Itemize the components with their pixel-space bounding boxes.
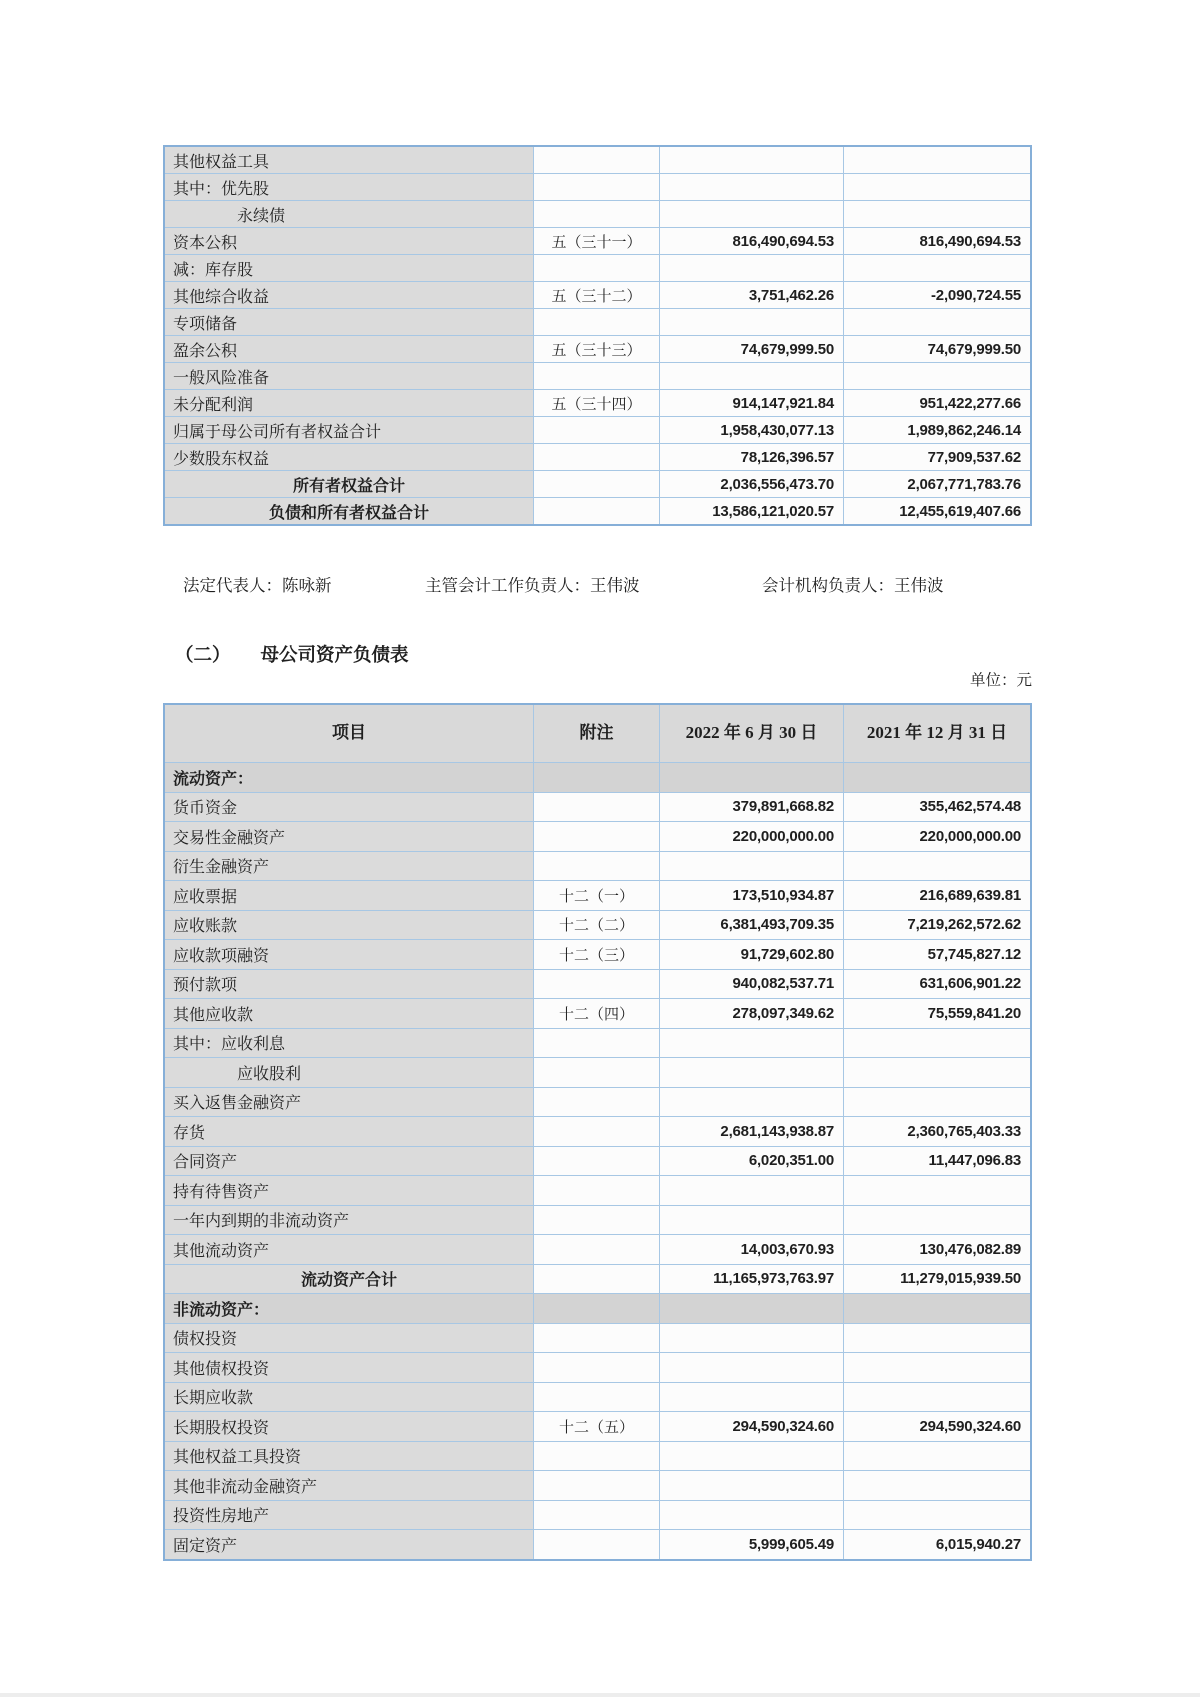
item-label-cell: 其他权益工具 bbox=[165, 147, 534, 173]
header-prior-period-column: 2021 年 12 月 31 日 bbox=[844, 705, 1030, 762]
note-cell bbox=[534, 498, 660, 524]
parent-balance-sheet-table bbox=[163, 703, 1032, 1561]
value-cell-current: 78,126,396.57 bbox=[660, 444, 844, 470]
value-cell-current: 294,590,324.60 bbox=[660, 1412, 844, 1441]
note-cell bbox=[534, 255, 660, 281]
table-row bbox=[165, 1442, 1030, 1472]
table-row bbox=[165, 1383, 1030, 1413]
value-cell-prior bbox=[844, 1383, 1030, 1412]
value-cell-prior bbox=[844, 255, 1030, 281]
value-cell-prior bbox=[844, 1029, 1030, 1058]
section-heading bbox=[175, 641, 409, 667]
note-cell bbox=[534, 970, 660, 999]
item-label-cell: 固定资产 bbox=[165, 1530, 534, 1559]
value-cell-current bbox=[660, 309, 844, 335]
value-cell-prior: 2,360,765,403.33 bbox=[844, 1117, 1030, 1146]
value-cell-prior: 216,689,639.81 bbox=[844, 881, 1030, 910]
value-cell-current bbox=[660, 174, 844, 200]
section-heading-index: （二） bbox=[175, 646, 231, 666]
item-label-cell: 资本公积 bbox=[165, 228, 534, 254]
header-current-period-column: 2022 年 6 月 30 日 bbox=[660, 705, 844, 762]
value-cell-current: 379,891,668.82 bbox=[660, 793, 844, 822]
item-label-cell: 其他权益工具投资 bbox=[165, 1442, 534, 1471]
table-row bbox=[165, 970, 1030, 1000]
value-cell-current bbox=[660, 852, 844, 881]
note-cell: 十二（四） bbox=[534, 999, 660, 1028]
note-cell bbox=[534, 1383, 660, 1412]
table-row bbox=[165, 822, 1030, 852]
item-label-cell: 预付款项 bbox=[165, 970, 534, 999]
value-cell-prior: 130,476,082.89 bbox=[844, 1235, 1030, 1264]
item-label-cell: 所有者权益合计 bbox=[165, 471, 534, 497]
table-row bbox=[165, 363, 1030, 390]
table-row bbox=[165, 1471, 1030, 1501]
item-label-cell: 少数股东权益 bbox=[165, 444, 534, 470]
value-cell-prior bbox=[844, 174, 1030, 200]
table-body bbox=[165, 763, 1030, 1559]
table-row bbox=[165, 1058, 1030, 1088]
signature-line bbox=[183, 572, 1043, 596]
note-cell bbox=[534, 1265, 660, 1294]
value-cell-current bbox=[660, 1501, 844, 1530]
item-label-cell: 存货 bbox=[165, 1117, 534, 1146]
value-cell-current bbox=[660, 1029, 844, 1058]
note-cell bbox=[534, 1294, 660, 1323]
value-cell-prior: 294,590,324.60 bbox=[844, 1412, 1030, 1441]
value-cell-prior: 6,015,940.27 bbox=[844, 1530, 1030, 1559]
value-cell-current: 914,147,921.84 bbox=[660, 390, 844, 416]
value-cell-current: 6,381,493,709.35 bbox=[660, 911, 844, 940]
note-cell bbox=[534, 444, 660, 470]
value-cell-current bbox=[660, 1442, 844, 1471]
equity-table bbox=[163, 145, 1032, 526]
table-row bbox=[165, 793, 1030, 823]
value-cell-current: 13,586,121,020.57 bbox=[660, 498, 844, 524]
item-label-cell: 应收股利 bbox=[165, 1058, 534, 1087]
item-label-cell: 负债和所有者权益合计 bbox=[165, 498, 534, 524]
value-cell-prior bbox=[844, 1058, 1030, 1087]
item-label-cell: 一年内到期的非流动资产 bbox=[165, 1206, 534, 1235]
table-row bbox=[165, 1088, 1030, 1118]
value-cell-current: 173,510,934.87 bbox=[660, 881, 844, 910]
table-row bbox=[165, 1206, 1030, 1236]
value-cell-current bbox=[660, 1471, 844, 1500]
value-cell-current: 5,999,605.49 bbox=[660, 1530, 844, 1559]
value-cell-prior: 74,679,999.50 bbox=[844, 336, 1030, 362]
value-cell-current: 278,097,349.62 bbox=[660, 999, 844, 1028]
table-row bbox=[165, 444, 1030, 471]
table-row bbox=[165, 852, 1030, 882]
table-row bbox=[165, 1117, 1030, 1147]
table-row bbox=[165, 1294, 1030, 1324]
note-cell bbox=[534, 1206, 660, 1235]
head-of-accounting-body-text: 会计机构负责人：王伟波 bbox=[762, 576, 944, 595]
note-cell bbox=[534, 1117, 660, 1146]
value-cell-current: 1,958,430,077.13 bbox=[660, 417, 844, 443]
item-label-cell: 持有待售资产 bbox=[165, 1176, 534, 1205]
item-label-cell: 永续债 bbox=[165, 201, 534, 227]
note-cell bbox=[534, 147, 660, 173]
table-row bbox=[165, 911, 1030, 941]
item-label-cell: 衍生金融资产 bbox=[165, 852, 534, 881]
value-cell-current bbox=[660, 363, 844, 389]
value-cell-prior: 631,606,901.22 bbox=[844, 970, 1030, 999]
section-heading-title: 母公司资产负债表 bbox=[260, 646, 409, 666]
item-label-cell: 盈余公积 bbox=[165, 336, 534, 362]
table-row bbox=[165, 174, 1030, 201]
item-label-cell: 其他应收款 bbox=[165, 999, 534, 1028]
value-cell-prior: 11,447,096.83 bbox=[844, 1147, 1030, 1176]
value-cell-prior: 12,455,619,407.66 bbox=[844, 498, 1030, 524]
value-cell-current: 2,036,556,473.70 bbox=[660, 471, 844, 497]
value-cell-prior bbox=[844, 1442, 1030, 1471]
value-cell-prior bbox=[844, 1353, 1030, 1382]
table-row bbox=[165, 282, 1030, 309]
note-cell bbox=[534, 174, 660, 200]
table-row bbox=[165, 1176, 1030, 1206]
table-row bbox=[165, 417, 1030, 444]
value-cell-current bbox=[660, 1353, 844, 1382]
note-cell bbox=[534, 852, 660, 881]
value-cell-current bbox=[660, 201, 844, 227]
note-cell bbox=[534, 1176, 660, 1205]
note-cell bbox=[534, 471, 660, 497]
note-cell: 五（三十一） bbox=[534, 228, 660, 254]
table-row bbox=[165, 881, 1030, 911]
value-cell-prior: 355,462,574.48 bbox=[844, 793, 1030, 822]
note-cell bbox=[534, 763, 660, 792]
value-cell-prior bbox=[844, 1088, 1030, 1117]
value-cell-prior bbox=[844, 852, 1030, 881]
unit-label: 单位：元 bbox=[969, 672, 1032, 689]
item-label-cell: 长期应收款 bbox=[165, 1383, 534, 1412]
value-cell-current bbox=[660, 1176, 844, 1205]
table-row bbox=[165, 255, 1030, 282]
table-row bbox=[165, 999, 1030, 1029]
value-cell-current bbox=[660, 1324, 844, 1353]
value-cell-prior bbox=[844, 1294, 1030, 1323]
item-label-cell: 其他流动资产 bbox=[165, 1235, 534, 1264]
value-cell-prior bbox=[844, 1471, 1030, 1500]
table-row bbox=[165, 940, 1030, 970]
value-cell-prior bbox=[844, 201, 1030, 227]
note-cell: 十二（三） bbox=[534, 940, 660, 969]
value-cell-prior: 75,559,841.20 bbox=[844, 999, 1030, 1028]
note-cell bbox=[534, 1058, 660, 1087]
value-cell-prior: 220,000,000.00 bbox=[844, 822, 1030, 851]
value-cell-current: 91,729,602.80 bbox=[660, 940, 844, 969]
note-cell bbox=[534, 793, 660, 822]
item-label-cell: 货币资金 bbox=[165, 793, 534, 822]
table-row bbox=[165, 1265, 1030, 1295]
value-cell-prior bbox=[844, 1176, 1030, 1205]
table-row bbox=[165, 1530, 1030, 1559]
table-row bbox=[165, 336, 1030, 363]
value-cell-prior: 2,067,771,783.76 bbox=[844, 471, 1030, 497]
item-label-cell: 其他非流动金融资产 bbox=[165, 1471, 534, 1500]
note-cell bbox=[534, 363, 660, 389]
note-cell bbox=[534, 1471, 660, 1500]
table-row bbox=[165, 1029, 1030, 1059]
table-row bbox=[165, 309, 1030, 336]
table-header-row bbox=[165, 705, 1030, 763]
item-label-cell: 减：库存股 bbox=[165, 255, 534, 281]
item-label-cell: 未分配利润 bbox=[165, 390, 534, 416]
note-cell: 五（三十二） bbox=[534, 282, 660, 308]
value-cell-prior: 1,989,862,246.14 bbox=[844, 417, 1030, 443]
value-cell-current bbox=[660, 1383, 844, 1412]
value-cell-prior bbox=[844, 147, 1030, 173]
item-label-cell: 长期股权投资 bbox=[165, 1412, 534, 1441]
table-row bbox=[165, 228, 1030, 255]
value-cell-current bbox=[660, 1088, 844, 1117]
value-cell-prior bbox=[844, 309, 1030, 335]
value-cell-current: 74,679,999.50 bbox=[660, 336, 844, 362]
note-cell bbox=[534, 201, 660, 227]
note-cell: 十二（一） bbox=[534, 881, 660, 910]
item-label-cell: 投资性房地产 bbox=[165, 1501, 534, 1530]
note-cell bbox=[534, 1088, 660, 1117]
value-cell-current: 14,003,670.93 bbox=[660, 1235, 844, 1264]
item-label-cell: 其他债权投资 bbox=[165, 1353, 534, 1382]
value-cell-prior: 951,422,277.66 bbox=[844, 390, 1030, 416]
value-cell-prior bbox=[844, 763, 1030, 792]
value-cell-prior bbox=[844, 363, 1030, 389]
note-cell bbox=[534, 309, 660, 335]
item-label-cell: 应收款项融资 bbox=[165, 940, 534, 969]
value-cell-current: 816,490,694.53 bbox=[660, 228, 844, 254]
table-row bbox=[165, 1353, 1030, 1383]
value-cell-prior bbox=[844, 1324, 1030, 1353]
value-cell-current: 11,165,973,763.97 bbox=[660, 1265, 844, 1294]
note-cell bbox=[534, 1353, 660, 1382]
table-row bbox=[165, 1147, 1030, 1177]
value-cell-current bbox=[660, 1058, 844, 1087]
value-cell-current: 3,751,462.26 bbox=[660, 282, 844, 308]
item-label-cell: 归属于母公司所有者权益合计 bbox=[165, 417, 534, 443]
value-cell-current bbox=[660, 255, 844, 281]
item-label-cell: 交易性金融资产 bbox=[165, 822, 534, 851]
item-label-cell: 非流动资产： bbox=[165, 1294, 534, 1323]
value-cell-prior bbox=[844, 1206, 1030, 1235]
value-cell-prior: 77,909,537.62 bbox=[844, 444, 1030, 470]
table-row bbox=[165, 1324, 1030, 1354]
item-label-cell: 专项储备 bbox=[165, 309, 534, 335]
item-label-cell: 流动资产： bbox=[165, 763, 534, 792]
item-label-cell: 合同资产 bbox=[165, 1147, 534, 1176]
item-label-cell: 流动资产合计 bbox=[165, 1265, 534, 1294]
note-cell bbox=[534, 1324, 660, 1353]
table-row bbox=[165, 1501, 1030, 1531]
note-cell bbox=[534, 417, 660, 443]
item-label-cell: 应收账款 bbox=[165, 911, 534, 940]
value-cell-prior: 816,490,694.53 bbox=[844, 228, 1030, 254]
value-cell-prior: -2,090,724.55 bbox=[844, 282, 1030, 308]
table-row bbox=[165, 498, 1030, 524]
table-row bbox=[165, 1235, 1030, 1265]
note-cell bbox=[534, 1235, 660, 1264]
item-label-cell: 应收票据 bbox=[165, 881, 534, 910]
chief-accounting-officer-text: 主管会计工作负责人：王伟波 bbox=[425, 576, 640, 595]
note-cell: 十二（五） bbox=[534, 1412, 660, 1441]
header-note-column: 附注 bbox=[534, 705, 660, 762]
note-cell bbox=[534, 1442, 660, 1471]
value-cell-prior bbox=[844, 1501, 1030, 1530]
value-cell-prior: 57,745,827.12 bbox=[844, 940, 1030, 969]
note-cell: 五（三十三） bbox=[534, 336, 660, 362]
item-label-cell: 其中：应收利息 bbox=[165, 1029, 534, 1058]
note-cell: 十二（二） bbox=[534, 911, 660, 940]
value-cell-current: 6,020,351.00 bbox=[660, 1147, 844, 1176]
note-cell bbox=[534, 1147, 660, 1176]
item-label-cell: 其中：优先股 bbox=[165, 174, 534, 200]
value-cell-current: 940,082,537.71 bbox=[660, 970, 844, 999]
table-row bbox=[165, 147, 1030, 174]
value-cell-prior: 7,219,262,572.62 bbox=[844, 911, 1030, 940]
item-label-cell: 债权投资 bbox=[165, 1324, 534, 1353]
page-bottom-edge bbox=[0, 1693, 1200, 1697]
value-cell-current: 220,000,000.00 bbox=[660, 822, 844, 851]
item-label-cell: 买入返售金融资产 bbox=[165, 1088, 534, 1117]
value-cell-current bbox=[660, 763, 844, 792]
value-cell-current bbox=[660, 147, 844, 173]
note-cell: 五（三十四） bbox=[534, 390, 660, 416]
value-cell-current: 2,681,143,938.87 bbox=[660, 1117, 844, 1146]
legal-representative-text: 法定代表人：陈咏新 bbox=[183, 576, 332, 595]
value-cell-current bbox=[660, 1294, 844, 1323]
table-row bbox=[165, 390, 1030, 417]
note-cell bbox=[534, 822, 660, 851]
item-label-cell: 其他综合收益 bbox=[165, 282, 534, 308]
note-cell bbox=[534, 1501, 660, 1530]
table-row bbox=[165, 471, 1030, 498]
table-row bbox=[165, 1412, 1030, 1442]
table-row bbox=[165, 763, 1030, 793]
note-cell bbox=[534, 1530, 660, 1559]
note-cell bbox=[534, 1029, 660, 1058]
table-row bbox=[165, 201, 1030, 228]
header-item-column: 项目 bbox=[165, 705, 534, 762]
value-cell-prior: 11,279,015,939.50 bbox=[844, 1265, 1030, 1294]
item-label-cell: 一般风险准备 bbox=[165, 363, 534, 389]
value-cell-current bbox=[660, 1206, 844, 1235]
